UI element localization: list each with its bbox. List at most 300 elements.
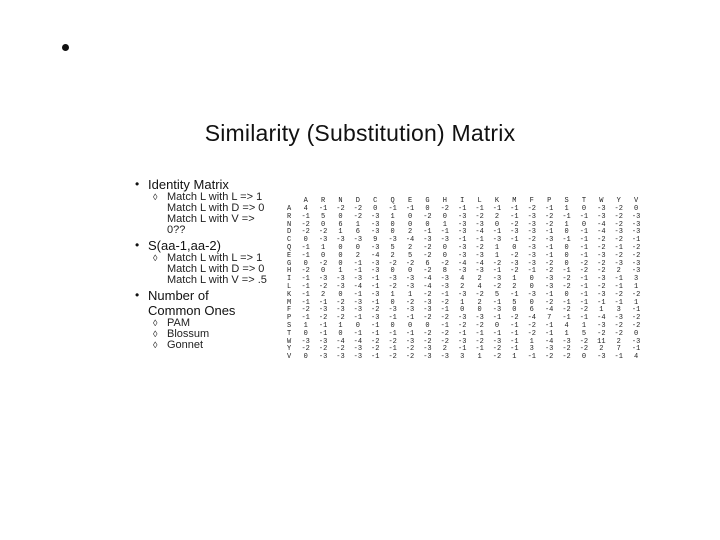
matrix-cell: -3 [405, 306, 415, 315]
matrix-cell: 1 [338, 321, 343, 330]
matrix-cell: 3 [460, 353, 465, 362]
matrix-cell: -3 [353, 236, 363, 245]
matrix-cell: -3 [527, 251, 536, 260]
matrix-cell: -1 [492, 228, 502, 237]
matrix-cell: 2 [616, 337, 621, 346]
matrix-cell: -3 [318, 306, 328, 315]
matrix-cell: -3 [492, 275, 502, 284]
diamond-bullet-icon: ◊ [153, 253, 158, 263]
matrix-cell: -2 [423, 267, 432, 276]
matrix-cell: -2 [579, 259, 589, 268]
matrix-cell: -3 [388, 306, 397, 315]
matrix-cell: -2 [510, 267, 519, 276]
matrix-cell: -3 [562, 337, 571, 346]
matrix-cell: -2 [336, 314, 345, 323]
matrix-cell: -3 [510, 259, 519, 268]
matrix-cell: -1 [353, 290, 363, 299]
matrix-cell: -2 [318, 259, 328, 268]
matrix-cell: 0 [338, 243, 343, 252]
matrix-cell: -2 [510, 220, 519, 229]
matrix-cell: -3 [614, 314, 623, 323]
matrix-cell: -2 [527, 329, 536, 338]
matrix-cell: -1 [510, 345, 519, 354]
matrix-cell: 0 [634, 329, 639, 338]
matrix-cell: -2 [318, 228, 328, 237]
matrix-cell: 4 [460, 275, 465, 284]
matrix-cell: 1 [512, 275, 517, 284]
matrix-cell: -1 [614, 282, 623, 291]
matrix-cell: -3 [527, 290, 536, 299]
matrix-cell: -4 [336, 337, 345, 346]
matrix-cell: -1 [388, 314, 397, 323]
matrix-cell: -1 [458, 236, 467, 245]
matrix-cell: 2 [616, 267, 621, 276]
outline-subitem [135, 329, 275, 340]
matrix-cell: -4 [423, 275, 432, 284]
matrix-cell: -2 [631, 314, 641, 323]
matrix-cell: -1 [318, 321, 328, 330]
matrix-cell: 0 [442, 251, 447, 260]
matrix-cell: -3 [597, 205, 606, 213]
matrix-cell: -2 [405, 353, 415, 362]
matrix-cell: 0 [320, 267, 326, 276]
matrix-cell: 9 [373, 236, 378, 245]
matrix-cell: -3 [440, 236, 450, 245]
outline-subitem [135, 253, 275, 286]
matrix-cell: -2 [544, 220, 554, 229]
matrix-row-header: I [287, 275, 292, 284]
matrix-cell: 0 [338, 329, 343, 338]
matrix-cell: 6 [338, 220, 343, 229]
matrix-cell: -3 [458, 251, 467, 260]
matrix-cell: -4 [371, 251, 380, 260]
matrix-cell: 0 [442, 243, 447, 252]
matrix-cell: 11 [597, 337, 606, 346]
matrix-cell: -3 [318, 236, 328, 245]
matrix-cell: 0 [564, 243, 569, 252]
matrix-cell: -1 [388, 329, 397, 338]
matrix-cell: -2 [388, 337, 397, 346]
matrix-cell: 0 [529, 282, 534, 291]
matrix-cell: -1 [492, 267, 502, 276]
matrix-row-header: D [287, 228, 292, 237]
matrix-cell: -2 [597, 236, 606, 245]
matrix-cell: -2 [510, 251, 519, 260]
matrix-cell: -3 [423, 236, 432, 245]
matrix-cell: 0 [303, 236, 308, 245]
matrix-cell: 0 [338, 251, 343, 260]
matrix-cell: -2 [440, 314, 450, 323]
matrix-cell: -1 [301, 275, 310, 284]
outline-subitem-text: Gonnet [167, 339, 204, 351]
matrix-cell: 1 [512, 353, 517, 362]
matrix-cell: -1 [371, 282, 380, 291]
matrix-cell: -1 [371, 298, 380, 307]
matrix-cell: -2 [371, 345, 380, 354]
matrix-cell: -3 [631, 228, 641, 237]
matrix-cell: -2 [579, 306, 589, 315]
matrix-cell: -1 [371, 353, 380, 362]
matrix-column-header: G [425, 196, 430, 205]
matrix-column-header: T [581, 196, 587, 205]
matrix-cell: -2 [336, 205, 345, 213]
matrix-cell: -1 [492, 329, 502, 338]
matrix-cell: -3 [475, 251, 484, 260]
matrix-cell: -3 [510, 228, 519, 237]
matrix-cell: -1 [440, 321, 450, 330]
matrix-cell: -3 [631, 212, 641, 221]
matrix-cell: -3 [423, 306, 432, 315]
matrix-row-header: C [287, 236, 292, 245]
matrix-cell: 1 [564, 205, 569, 213]
matrix-cell: -3 [440, 275, 450, 284]
matrix-cell: 0 [564, 290, 569, 299]
matrix-cell: -2 [579, 337, 589, 346]
matrix-cell: -1 [544, 329, 554, 338]
matrix-cell: 2 [599, 345, 604, 354]
matrix-cell: -3 [440, 353, 450, 362]
matrix-cell: -2 [336, 298, 345, 307]
matrix-column-header: F [529, 196, 534, 205]
matrix-cell: -3 [631, 220, 641, 229]
matrix-cell: 1 [494, 243, 500, 252]
matrix-cell: -1 [423, 228, 432, 237]
matrix-cell: -3 [458, 220, 467, 229]
matrix-row-header: P [287, 314, 292, 323]
matrix-cell: -1 [579, 243, 589, 252]
matrix-cell: -3 [405, 275, 415, 284]
matrix-cell: -1 [614, 298, 623, 307]
matrix-cell: -2 [301, 345, 310, 354]
matrix-cell: -2 [562, 275, 571, 284]
matrix-cell: -1 [458, 345, 467, 354]
matrix-cell: 1 [581, 321, 587, 330]
matrix-cell: -2 [614, 290, 623, 299]
matrix-cell: -1 [579, 298, 589, 307]
matrix-cell: 2 [477, 275, 482, 284]
matrix-cell: -1 [614, 275, 623, 284]
top-bullet-icon [62, 44, 69, 51]
matrix-cell: -3 [301, 337, 310, 346]
matrix-column-header: N [338, 196, 343, 205]
matrix-cell: -2 [388, 353, 397, 362]
matrix-cell: 4 [564, 321, 569, 330]
matrix-row-header: S [287, 321, 292, 330]
matrix-cell: -1 [440, 306, 450, 315]
matrix-cell: -1 [440, 290, 450, 299]
matrix-cell: -1 [371, 275, 380, 284]
matrix-cell: -1 [475, 205, 484, 213]
matrix-row-header: L [287, 282, 292, 291]
matrix-cell: -1 [579, 275, 589, 284]
matrix-cell: 0 [581, 205, 587, 213]
matrix-cell: -1 [510, 236, 519, 245]
matrix-cell: 4 [477, 282, 482, 291]
matrix-cell: 1 [390, 290, 395, 299]
matrix-cell: 0 [390, 220, 395, 229]
matrix-cell: 2 [407, 243, 413, 252]
matrix-cell: -1 [527, 267, 536, 276]
matrix-cell: -1 [301, 251, 310, 260]
matrix-cell: -3 [353, 345, 363, 354]
matrix-cell: 4 [303, 205, 308, 213]
matrix-cell: -2 [492, 259, 502, 268]
matrix-cell: -2 [562, 306, 571, 315]
matrix-cell: 1 [407, 290, 413, 299]
matrix-cell: 7 [616, 345, 621, 354]
matrix-cell: -4 [527, 314, 536, 323]
matrix-cell: -2 [597, 282, 606, 291]
matrix-cell: -3 [371, 259, 380, 268]
matrix-cell: -3 [388, 236, 397, 245]
matrix-cell: -1 [458, 205, 467, 213]
matrix-cell: -3 [318, 275, 328, 284]
matrix-column-header: K [494, 196, 500, 205]
matrix-cell: -3 [371, 267, 380, 276]
matrix-row-header: V [287, 353, 292, 362]
matrix-cell: -3 [336, 275, 345, 284]
matrix-cell: -3 [475, 220, 484, 229]
matrix-cell: -1 [371, 329, 380, 338]
matrix-cell: 1 [634, 298, 639, 307]
matrix-cell: -1 [405, 205, 415, 213]
matrix-column-header: Y [616, 196, 621, 205]
matrix-cell: -1 [353, 259, 363, 268]
matrix-row-header: T [287, 329, 292, 338]
matrix-cell: -1 [475, 345, 484, 354]
matrix-column-header: I [460, 196, 465, 205]
matrix-row-header: A [287, 205, 292, 213]
matrix-cell: -2 [631, 243, 641, 252]
matrix-cell: -3 [336, 353, 345, 362]
matrix-cell: -2 [423, 251, 432, 260]
matrix-cell: -3 [458, 212, 467, 221]
outline-item: • S(aa-1,aa-2) [135, 238, 275, 253]
matrix-cell: -1 [631, 345, 641, 354]
matrix-cell: -1 [579, 314, 589, 323]
matrix-cell: -1 [301, 298, 310, 307]
matrix-cell: -2 [423, 329, 432, 338]
matrix-cell: -2 [475, 212, 484, 221]
matrix-cell: -2 [388, 282, 397, 291]
matrix-cell: -3 [597, 353, 606, 362]
matrix-cell: -1 [318, 329, 328, 338]
matrix-cell: 0 [303, 329, 308, 338]
matrix-cell: 0 [390, 228, 395, 237]
matrix-cell: -3 [458, 290, 467, 299]
matrix-cell: -2 [440, 329, 450, 338]
matrix-cell: -3 [371, 290, 380, 299]
matrix-cell: -3 [597, 212, 606, 221]
matrix-cell: 4 [634, 353, 639, 362]
matrix-cell: -4 [597, 314, 606, 323]
matrix-cell: -2 [579, 345, 589, 354]
matrix-cell: -2 [597, 329, 606, 338]
matrix-column-header: H [442, 196, 447, 205]
matrix-row-header: Y [287, 345, 292, 354]
matrix-body [287, 206, 645, 362]
matrix-cell: -2 [318, 314, 328, 323]
matrix-cell: -2 [475, 321, 484, 330]
matrix-cell: -1 [544, 243, 554, 252]
matrix-cell: -1 [388, 205, 397, 213]
matrix-cell: 5 [494, 290, 500, 299]
matrix-cell: -1 [318, 205, 328, 213]
outline-subitem-text: Match L with L => 1 Match L with D => 0 Match L with V => .5 [167, 252, 267, 286]
matrix-cell: -4 [353, 282, 363, 291]
matrix-cell: 0 [407, 321, 413, 330]
matrix-cell: -2 [614, 251, 623, 260]
matrix-row-header: H [287, 267, 292, 276]
matrix-cell: -3 [631, 267, 641, 276]
matrix-cell: 0 [494, 220, 500, 229]
matrix-cell: 5 [320, 212, 326, 221]
matrix-cell: -3 [458, 267, 467, 276]
matrix-cell: -3 [544, 236, 554, 245]
matrix-cell: -2 [614, 329, 623, 338]
matrix-column-header: L [477, 196, 482, 205]
matrix-cell: -1 [631, 236, 641, 245]
matrix-cell: -3 [371, 314, 380, 323]
matrix-cell: 0 [512, 243, 517, 252]
matrix-column-header: M [512, 196, 517, 205]
matrix-cell: -1 [614, 353, 623, 362]
matrix-cell: -1 [301, 282, 310, 291]
matrix-cell: 0 [564, 259, 569, 268]
matrix-row-header: M [287, 298, 292, 307]
matrix-cell: -2 [353, 205, 363, 213]
matrix-row-header: G [287, 259, 292, 268]
matrix-cell: -2 [475, 337, 484, 346]
matrix-cell: -2 [544, 267, 554, 276]
matrix-cell: -1 [562, 236, 571, 245]
matrix-cell: -3 [597, 321, 606, 330]
matrix-cell: -2 [527, 236, 536, 245]
matrix-cell: 1 [494, 251, 500, 260]
matrix-cell: -3 [458, 243, 467, 252]
matrix-cell: -1 [631, 306, 641, 315]
page-title: Similarity (Substitution) Matrix [204, 120, 516, 146]
matrix-cell: -4 [423, 282, 432, 291]
matrix-cell: 1 [634, 282, 639, 291]
matrix-cell: -2 [440, 205, 450, 213]
outline-subitem-text: Blossum [167, 328, 210, 340]
matrix-cell: -1 [579, 251, 589, 260]
matrix-cell: -2 [492, 282, 502, 291]
matrix-cell: 0 [338, 290, 343, 299]
matrix-cell: -2 [562, 282, 571, 291]
matrix-cell: -1 [527, 353, 536, 362]
matrix-cell: -2 [336, 345, 345, 354]
matrix-cell: 0 [407, 220, 413, 229]
matrix-cell: -2 [614, 321, 623, 330]
matrix-cell: 1 [564, 329, 569, 338]
matrix-cell: -2 [423, 314, 432, 323]
matrix-cell: -3 [597, 251, 606, 260]
matrix-cell: 0 [442, 212, 447, 221]
matrix-cell: -2 [597, 259, 606, 268]
matrix-cell: -3 [318, 337, 328, 346]
matrix-cell: -3 [336, 306, 345, 315]
matrix-cell: -1 [510, 205, 519, 213]
matrix-cell: 1 [320, 243, 326, 252]
matrix-cell: -1 [544, 290, 554, 299]
matrix-cell: 0 [564, 251, 569, 260]
matrix-cell: -2 [405, 345, 415, 354]
matrix-cell: -2 [475, 243, 484, 252]
matrix-cell: -2 [562, 353, 571, 362]
matrix-cell: 0 [355, 243, 360, 252]
matrix-cell: -3 [597, 275, 606, 284]
matrix-cell: -1 [353, 267, 363, 276]
matrix-cell: 1 [529, 337, 534, 346]
matrix-cell: -3 [388, 275, 397, 284]
matrix-cell: -3 [336, 236, 345, 245]
matrix-cell: -1 [579, 282, 589, 291]
matrix-cell: -2 [614, 220, 623, 229]
matrix-cell: -2 [405, 259, 415, 268]
matrix-cell: -2 [579, 267, 589, 276]
matrix-cell: 0 [303, 259, 308, 268]
matrix-cell: -3 [458, 314, 467, 323]
matrix-cell: -1 [458, 329, 467, 338]
matrix-cell: -1 [579, 290, 589, 299]
matrix-cell: -3 [318, 353, 328, 362]
matrix-cell: 0 [477, 306, 482, 315]
matrix-cell: -3 [336, 282, 345, 291]
matrix-cell: 6 [529, 306, 534, 315]
matrix-cell: 0 [407, 267, 413, 276]
matrix-cell: -4 [597, 228, 606, 237]
matrix-cell: -1 [318, 298, 328, 307]
matrix-cell: 0 [564, 228, 569, 237]
matrix-cell: -2 [440, 259, 450, 268]
matrix-cell: -2 [301, 306, 310, 315]
matrix-cell: 2 [320, 290, 326, 299]
matrix-cell: -2 [492, 345, 502, 354]
matrix-cell: -3 [492, 236, 502, 245]
matrix-cell: 0 [494, 321, 500, 330]
matrix-cell: -2 [597, 267, 606, 276]
matrix-row-header: F [287, 306, 292, 315]
matrix-cell: 0 [303, 353, 308, 362]
matrix-column-header: S [564, 196, 569, 205]
matrix-cell: -2 [562, 345, 571, 354]
matrix-cell: -3 [527, 228, 536, 237]
matrix-cell: 0 [390, 298, 395, 307]
matrix-column-header: W [599, 196, 604, 205]
matrix-cell: -2 [544, 298, 554, 307]
matrix-cell: 0 [338, 212, 343, 221]
matrix-cell: 2 [390, 251, 395, 260]
matrix-cell: 2 [512, 282, 517, 291]
matrix-cell: -1 [440, 228, 450, 237]
matrix-cell: -3 [405, 337, 415, 346]
matrix-cell: -2 [318, 282, 328, 291]
matrix-cell: -1 [371, 321, 380, 330]
matrix-cell: -2 [440, 337, 450, 346]
matrix-cell: 1 [303, 321, 308, 330]
matrix-cell: -3 [544, 275, 554, 284]
matrix-cell: -1 [544, 205, 554, 213]
matrix-cell: 0 [634, 205, 639, 213]
matrix-cell: 1 [460, 298, 465, 307]
matrix-column-header: D [355, 196, 360, 205]
matrix-cell: -4 [458, 259, 467, 268]
matrix-cell: 5 [407, 251, 413, 260]
matrix-cell: -2 [544, 259, 554, 268]
matrix-cell: 3 [634, 275, 639, 284]
